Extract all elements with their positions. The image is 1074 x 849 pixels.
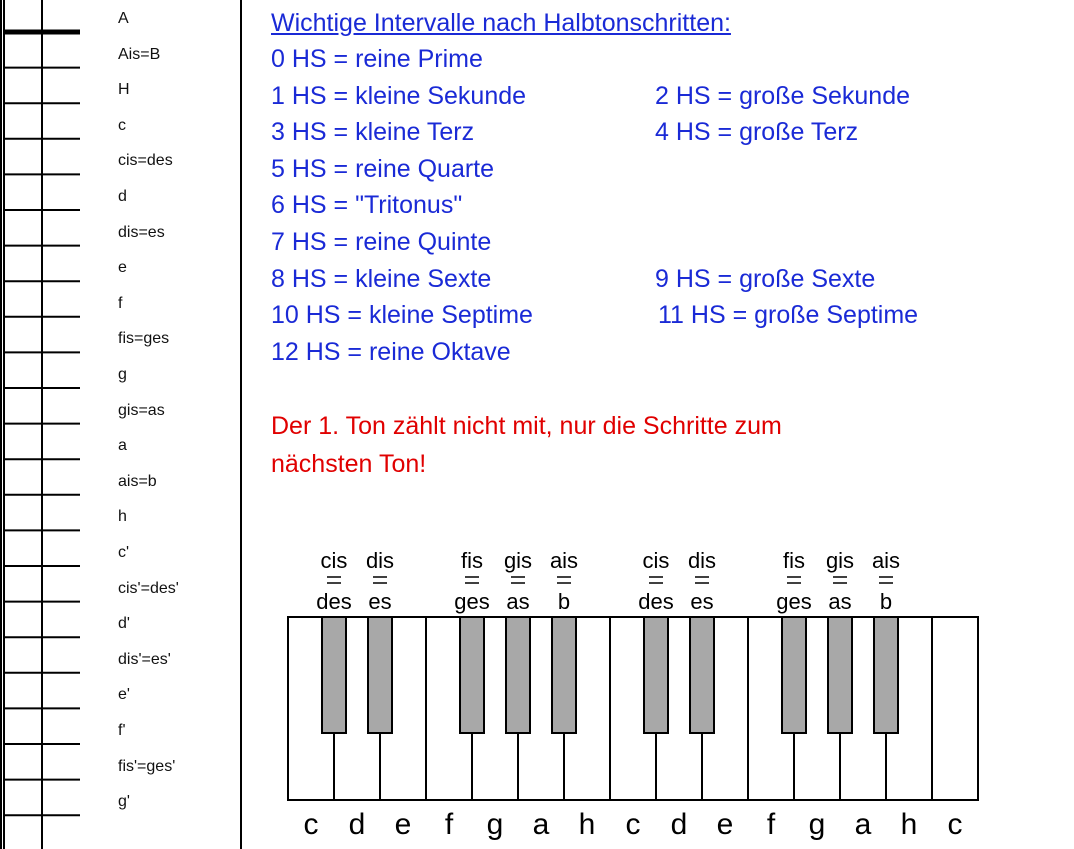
black-key-label-top: cis: [320, 548, 348, 573]
white-key-label: c: [625, 808, 641, 841]
interval-row: 12 HS = reine Oktave: [271, 337, 511, 366]
white-key-label: f: [444, 808, 454, 841]
black-key: [460, 617, 484, 733]
black-key-label-top: ais: [549, 548, 579, 573]
scale-label: A: [118, 10, 129, 27]
black-key-label-top: fis: [783, 548, 805, 573]
scale-label: d': [118, 615, 130, 633]
white-key-label: a: [854, 808, 872, 841]
interval-row: 7 HS = reine Quinte: [271, 228, 492, 256]
scale-label: g: [118, 366, 127, 383]
interval-row: 10 HS = kleine Septime: [271, 301, 533, 330]
black-key: [644, 617, 668, 733]
scale-label: fis=ges: [118, 330, 170, 348]
scale-label: cis'=des': [118, 579, 179, 597]
white-key-label: g: [486, 808, 504, 841]
scale-label: a: [118, 437, 127, 455]
scale-label: cis=des: [118, 152, 173, 170]
black-key-label-bottom: des: [638, 589, 674, 614]
scale-label: dis'=es': [118, 650, 171, 668]
black-key-label-top: fis: [461, 548, 483, 573]
scale-label: c: [118, 116, 126, 134]
interval-row-right: 2 HS = große Sekunde: [655, 81, 911, 110]
interval-row: 0 HS = reine Prime: [271, 45, 483, 73]
note-line-2: nächsten Ton!: [271, 450, 427, 478]
white-key-label: d: [348, 808, 366, 841]
black-key-label-top: dis: [687, 548, 717, 573]
interval-row: 3 HS = kleine Terz: [271, 118, 475, 147]
scale-label: ais=b: [118, 472, 157, 490]
white-key-label: g: [808, 808, 826, 841]
interval-row-right: 11 HS = große Septime: [658, 301, 919, 330]
white-key-label: a: [532, 808, 550, 841]
interval-row: 5 HS = reine Quarte: [271, 154, 495, 183]
white-key-label: e: [394, 808, 412, 841]
black-key: [690, 617, 714, 733]
black-key-label-bottom: es: [690, 589, 714, 614]
intervals-title: Wichtige Intervalle nach Halbtonschritten:: [271, 9, 731, 37]
black-key-label-bottom: es: [368, 589, 392, 614]
black-key-label-bottom: as: [506, 589, 530, 614]
black-key-label-top: dis: [365, 548, 395, 573]
scale-label: f': [118, 722, 126, 739]
scale-label: fis'=ges': [118, 757, 176, 775]
scale-label: h: [118, 508, 127, 526]
black-key: [874, 617, 898, 733]
interval-row-right: 4 HS = große Terz: [655, 118, 859, 147]
white-key-label: f: [766, 808, 776, 841]
scale-label: H: [118, 81, 130, 99]
white-key-label: c: [947, 808, 963, 841]
interval-row: 6 HS = "Tritonus": [271, 191, 463, 220]
black-key: [506, 617, 530, 733]
black-key: [322, 617, 346, 733]
black-key-label-top: ais: [871, 548, 901, 573]
white-key-label: c: [303, 808, 319, 841]
interval-row: 8 HS = kleine Sexte: [271, 264, 492, 293]
interval-row: 1 HS = kleine Sekunde: [271, 81, 527, 110]
black-key-label-top: gis: [503, 548, 533, 573]
black-key: [552, 617, 576, 733]
scale-label: e: [118, 259, 127, 277]
black-key-label-bottom: b: [557, 589, 571, 614]
black-key: [828, 617, 852, 733]
scale-label: d: [118, 188, 127, 205]
black-key-label-bottom: des: [316, 589, 352, 614]
interval-row-right: 9 HS = große Sexte: [655, 264, 876, 293]
white-key-label: h: [578, 808, 596, 841]
black-key-label-bottom: ges: [454, 589, 490, 614]
black-key-label-bottom: as: [828, 589, 852, 614]
scale-label: Ais=B: [118, 45, 161, 63]
black-key-label-top: gis: [825, 548, 855, 573]
black-key-label-top: cis: [642, 548, 670, 573]
scale-label: g': [118, 793, 130, 811]
white-key-label: d: [670, 808, 688, 841]
white-key-label: e: [716, 808, 734, 841]
black-key: [368, 617, 392, 733]
black-key: [782, 617, 806, 733]
scale-label: gis=as: [118, 401, 165, 419]
scale-label: e': [118, 686, 130, 704]
scale-label: dis=es: [118, 223, 165, 241]
scale-label: f: [118, 294, 123, 312]
white-key: [932, 617, 978, 800]
black-key-label-bottom: ges: [776, 589, 812, 614]
note-line-1: Der 1. Ton zählt nicht mit, nur die Schritte zum: [271, 412, 782, 440]
white-key-label: h: [900, 808, 918, 841]
scale-label: c': [118, 544, 130, 561]
black-key-label-bottom: b: [879, 589, 893, 614]
